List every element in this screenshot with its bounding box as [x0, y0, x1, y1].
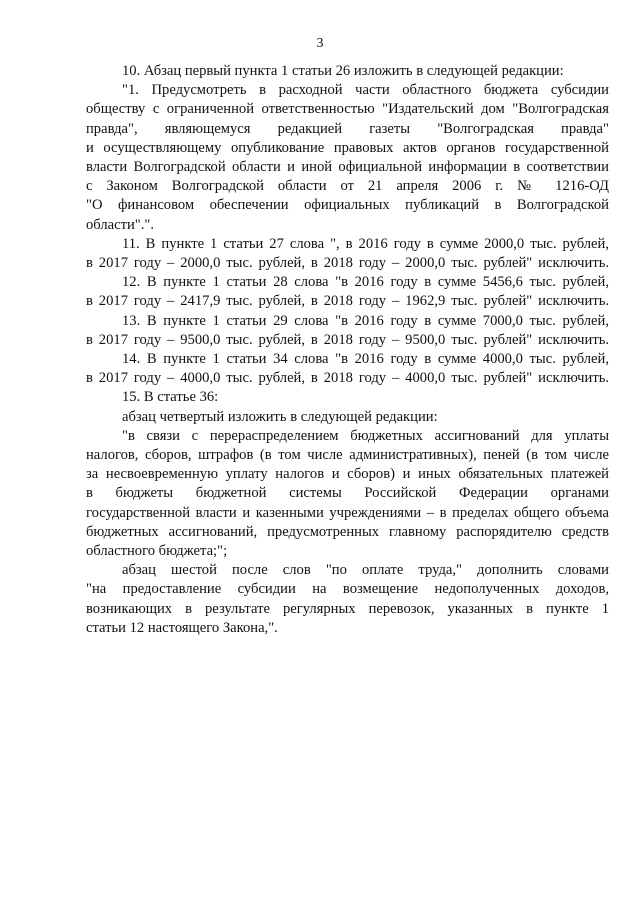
item-15-quote-line: государственной власти и казенными учреждениями – в пределах общего объема	[86, 504, 609, 521]
item-10-line: "О финансовом обеспечении официальных публикаций в Волгоградской	[86, 197, 609, 214]
item-10-line: и осуществляющему опубликование правовых актов органов государственной	[86, 139, 609, 156]
item-11-line: 11. В пункте 1 статьи 27 слова ", в 2016 году в сумме 2000,0 тыс. рублей,	[122, 235, 609, 252]
item-12-line: 12. В пункте 1 статьи 28 слова "в 2016 году в сумме 5456,6 тыс. рублей,	[122, 274, 609, 291]
item-15-sub2-line: статьи 12 настоящего Закона,".	[86, 619, 278, 636]
item-10-line: власти Волгоградской области и иной официальной информации в соответствии	[86, 159, 609, 176]
item-15-quote-line: в бюджеты бюджетной системы Российской Федерации органами	[86, 485, 609, 502]
item-15-sub2-line: "на предоставление субсидии на возмещение недополученных доходов,	[86, 581, 609, 598]
item-14-line: 14. В пункте 1 статьи 34 слова "в 2016 году в сумме 4000,0 тыс. рублей,	[122, 351, 609, 368]
item-15-sub2-line: возникающих в результате регулярных перевозок, указанных в пункте 1	[86, 600, 609, 617]
item-15-sub2-line: абзац шестой после слов "по оплате труда," дополнить словами	[122, 562, 609, 579]
item-12-line: в 2017 году – 2417,9 тыс. рублей, в 2018 году – 1962,9 тыс. рублей" исключить.	[86, 293, 609, 310]
item-13-line: 13. В пункте 1 статьи 29 слова "в 2016 году в сумме 7000,0 тыс. рублей,	[122, 312, 609, 329]
item-15-quote-line: областного бюджета;";	[86, 543, 228, 560]
item-10-line: обществу с ограниченной ответственностью "Издательский дом "Волгоградская	[86, 101, 609, 118]
item-15-sub-heading: абзац четвертый изложить в следующей редакции:	[122, 408, 438, 425]
item-10-line: правда", являющемуся редакцией газеты "Волгоградская правда"	[86, 120, 609, 137]
item-10-line: "1. Предусмотреть в расходной части областного бюджета субсидии	[122, 82, 609, 99]
item-15-quote-line: за несвоевременную уплату налогов и сборов) и иных обязательных платежей	[86, 466, 609, 483]
item-15-quote-line: "в связи с перераспределением бюджетных ассигнований для уплаты	[122, 427, 609, 444]
item-10-line: области".".	[86, 216, 154, 233]
item-15-quote-line: бюджетных ассигнований, предусмотренных главному распорядителю средств	[86, 523, 609, 540]
item-14-line: в 2017 году – 4000,0 тыс. рублей, в 2018 году – 4000,0 тыс. рублей" исключить.	[86, 370, 609, 387]
item-10-line: с Законом Волгоградской области от 21 апреля 2006 г. № 1216-ОД	[86, 178, 609, 195]
item-15-quote-line: налогов, сборов, штрафов (в том числе административных), пеней (в том числе	[86, 447, 609, 464]
item-11-line: в 2017 году – 2000,0 тыс. рублей, в 2018 году – 2000,0 тыс. рублей" исключить.	[86, 255, 609, 272]
item-13-line: в 2017 году – 9500,0 тыс. рублей, в 2018 году – 9500,0 тыс. рублей" исключить.	[86, 331, 609, 348]
document-body	[86, 62, 609, 638]
item-15-heading: 15. В статье 36:	[122, 389, 219, 406]
item-10-heading: 10. Абзац первый пункта 1 статьи 26 изложить в следующей редакции:	[122, 63, 564, 79]
page-number: 3	[316, 36, 324, 51]
